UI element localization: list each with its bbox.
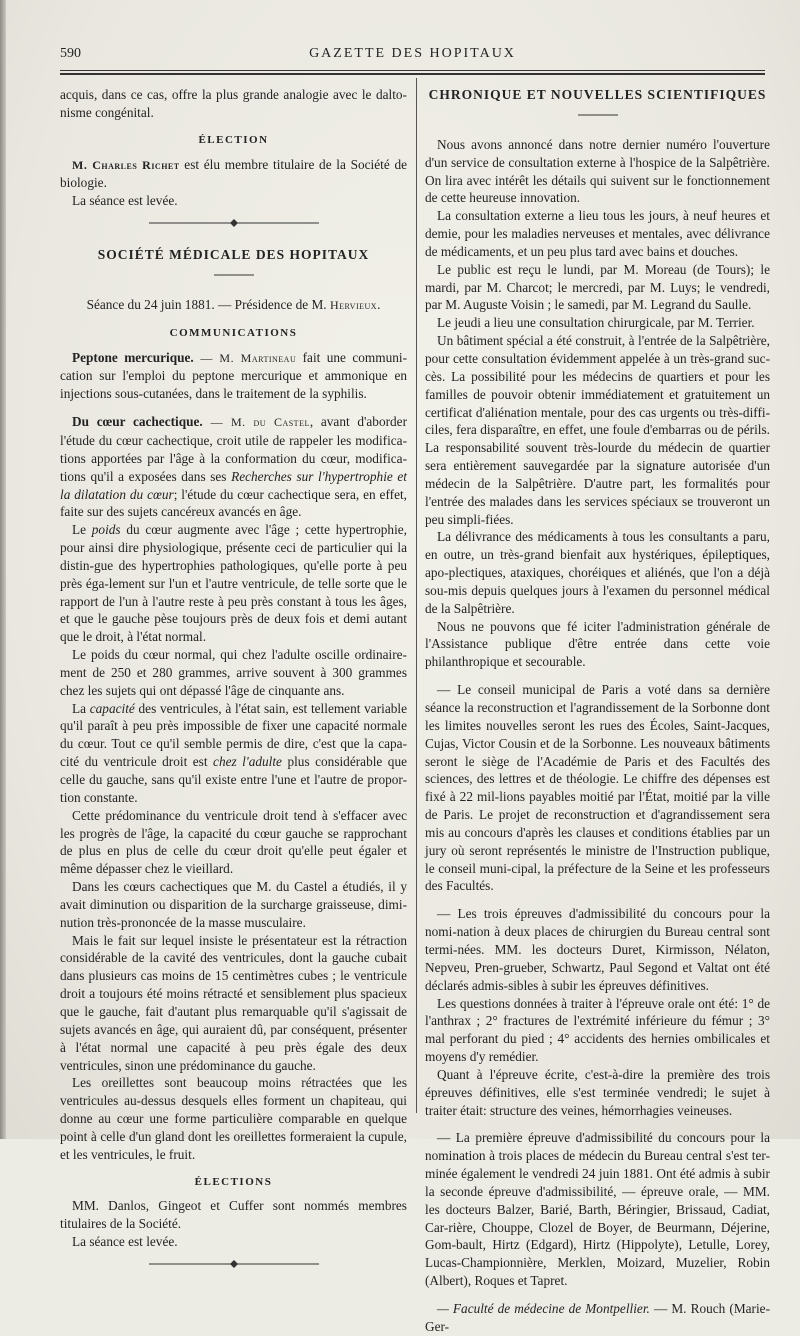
paragraph: Mais le fait sur lequel insiste le présentateur est la rétraction considérable de la cavité des ventricules, dont la gauche cubait dans plusieurs cas moins de 15 centimètres cubes ; le ventricule droit a toujours été moins rétracté et sensiblement plus spacieux que le gauche, fait d'autant plus remarquable qu'il s'agissait de sujets avancés en âge, qui auraient dû, par conséquent, présenter à l'état normal une capacité à peu près égale des deux ventricules, sinon une prédominance du gauche. bbox=[60, 932, 407, 1073]
journal-title: GAZETTE DES HOPITAUX bbox=[309, 46, 516, 61]
paragraph bbox=[60, 413, 407, 521]
paragraph bbox=[60, 349, 407, 404]
header-rule-top bbox=[60, 70, 765, 71]
right-column bbox=[425, 86, 770, 1336]
paragraph: MM. Danlos, Gingeot et Cuffer sont nommés membres titulaires de la Société. bbox=[60, 1198, 407, 1232]
paragraph: — Le conseil municipal de Paris a voté dans sa dernière séance la reconstruction et l'agrandissement de la Sorbonne dont les limites nouvelles seront les rues des Écoles, Saint-Jacques, Cujas, Victor Cousin et de la Sorbonne. Les nouveaux bâtiments seront le siège de l'Académie de Paris et des Facultés des sciences, des lettres et de théologie. Le chiffre des dépenses est fixé à 22 mil-lions payables moitié par l'État, moitié par la ville de Paris. Le projet de reconstruction et d'agrandissement sera mis au concours d'après les clauses et conditions établies par un jury où seront représentés le ministre de l'Instruction publique, le conseil muni-cipal, la préfecture de la Seine et les professeurs des Facultés. bbox=[425, 682, 770, 894]
paragraph: La consultation externe a lieu tous les jours, à neuf heures et demie, pour les maladies nerveuses et mentales, avec délivrance de médicaments, et un peu plus tard avec bains et douches. bbox=[425, 208, 770, 259]
session-line bbox=[60, 296, 407, 315]
left-column bbox=[60, 86, 407, 1277]
paragraph bbox=[60, 156, 407, 193]
author: — M. Martineau bbox=[193, 350, 297, 365]
society-heading: SOCIÉTÉ MÉDICALE DES HOPITAUX bbox=[97, 247, 370, 263]
ornament-divider bbox=[149, 1259, 319, 1269]
paragraph: Les oreillettes sont beaucoup moins rétractées que les ventricules au-dessus desquels elles forment un chapiteau, qui donne au cœur une forme particulière comparable en quelque point à celle d'un gland dont les oreillettes formeraient la cupule, et les ventricules, le fruit. bbox=[60, 1075, 407, 1162]
emphasis: poids bbox=[91, 522, 121, 538]
author: — M. du Castel bbox=[202, 415, 310, 430]
column-divider bbox=[416, 78, 417, 1113]
paragraph: La délivrance des médicaments à tous les consultants a paru, en outre, un très-grand bienfait aux hystériques, épileptiques, apo-plectiques, ataxiques, choréiques et aliénés, que l'on a déjà sou-mis depuis quelques jours à l'examen du personnel médical de la Salpêtrière. bbox=[425, 529, 770, 616]
text: . bbox=[377, 296, 381, 312]
paragraph: Nous avons annoncé dans notre dernier numéro l'ouverture d'un service de consultation externe à l'hospice de la Salpêtrière. On lira avec intérêt les détails qui suivent sur le fonctionnement de cette heureuse innovation. bbox=[425, 136, 770, 206]
paragraph: Les questions données à traiter à l'épreuve orale ont été: 1° de l'anthrax ; 2° fractures de l'extrémité inférieure du fémur ; 3° mal perforant du pied ; 4° accidents des hernies ombilicales et moyens d'y remédier. bbox=[425, 995, 770, 1065]
president-name: Hervieux bbox=[329, 297, 378, 312]
person-name: M. Charles Richet bbox=[72, 157, 180, 172]
paragraph: Nous ne pouvons que fé iciter l'administration générale de l'Assistance publique d'être entrée dans cette voie philanthropique et secourable. bbox=[425, 618, 770, 670]
paragraph bbox=[60, 700, 407, 807]
paragraph bbox=[60, 521, 407, 646]
book-title: Recherches sur l'hypertrophie et la dilatation du cœur bbox=[60, 468, 407, 502]
short-rule bbox=[214, 272, 254, 278]
page-header bbox=[60, 46, 765, 66]
article-title: Peptone mercurique. bbox=[72, 349, 194, 365]
text: plus considérable que celle du gauche, sans qu'il existe entre l'une et l'autre de propor-tion constante. bbox=[60, 754, 408, 805]
short-rule bbox=[578, 112, 618, 118]
paragraph bbox=[425, 1300, 770, 1336]
section-heading: ÉLECTIONS bbox=[194, 1175, 273, 1188]
paragraph: Le jeudi a lieu une consultation chirurgicale, par M. Terrier. bbox=[437, 315, 755, 331]
text: ; l'étude du cœur cachectique sera, en effet, faite sur des sujets cancéreux avancés en âge. bbox=[60, 486, 407, 520]
text: fait une communi-cation sur l'emploi du peptone mercurique et ammonique en injections sous-cutanées, dans le traitement de la syphilis. bbox=[60, 349, 408, 402]
paragraph: acquis, dans ce cas, offre la plus grande analogie avec le dalto-nisme congénital. bbox=[60, 87, 407, 120]
text: du cœur augmente avec l'âge ; cette hypertrophie, pour ainsi dire physiologique, présente ceci de particulier qui la distin-gue des hypertrophies pathologiques, qu'elle porte à peu près éga-lement sur l'un et l'autre ventricule, de telle sorte que le rapport de l'un à l'autre reste à peu près constant à tous les âges, et que le gauche pèse toujours près de deux fois et demi autant que le droit, à l'état normal. bbox=[60, 522, 407, 645]
page-number: 590 bbox=[60, 46, 81, 61]
binding-edge bbox=[0, 0, 6, 1139]
paragraph: — La première épreuve d'admissibilité du concours pour la nomination à trois places de médecin du Bureau central s'est ter-minée également le vendredi 24 juin 1881. Ont été admis à subir la seconde épreuve d'admissibilité, — épreuve orale, — MM. les docteurs Balzer, Barié, Barth, Béringier, Brissaud, Cadiat, Car-rière, Chouppe, Clozel de Boyer, de Beurmann, Déjerine, Gom-bault, Hirtz (Edgard), Hirtz (Hippolyte), Letulle, Lorey, Lucas-Championnière, Merklen, Moizard, Muzelier, Robin (Albert), Roques et Tapret. bbox=[425, 1130, 770, 1289]
text: des ventricules, à l'état sain, est tellement variable qu'il paraît à peu près impossible de fixer une capacité normale du cœur. Tout ce qu'il semble permis de dire, c'est que la capa-cité du ventricule droit est bbox=[60, 700, 407, 770]
text: La bbox=[72, 700, 90, 716]
paragraph: Quant à l'épreuve écrite, c'est-à-dire la première des trois épreuves définitives, elle s'est terminée vendredi; le sujet à traiter était: structure des veines, hémorrhagies veineuses. bbox=[425, 1066, 770, 1118]
paragraph: Le poids du cœur normal, qui chez l'adulte oscille ordinaire-ment de 250 et 280 grammes, arrive souvent à 300 grammes chez les sujets qui ont dépassé l'âge de cinquante ans. bbox=[60, 647, 407, 698]
chronicle-heading: CHRONIQUE ET NOUVELLES SCIENTIFIQUES bbox=[428, 87, 767, 102]
header-rule-bottom bbox=[60, 73, 765, 75]
article-title: Du cœur cachectique. bbox=[72, 414, 203, 430]
paragraph: Cette prédominance du ventricule droit tend à s'effacer avec les progrès de l'âge, la capacité du cœur gauche se rapprochant de plus en plus de celle du cœur droit qu'elle peut égaler et même dépasser chez le vieillard. bbox=[60, 807, 407, 877]
emphasis: capacité bbox=[89, 700, 135, 716]
emphasis: — Faculté de médecine de Montpellier. bbox=[437, 1301, 650, 1316]
emphasis: chez l'adulte bbox=[213, 754, 282, 770]
paragraph: La séance est levée. bbox=[72, 1234, 178, 1250]
paragraph: Le public est reçu le lundi, par M. Moreau (de Tours); le mardi, par M. Charcot; le mercredi, par M. Luys; le vendredi, par M. Auguste Voisin ; le samedi, par M. Legrand du Saulle. bbox=[425, 261, 770, 313]
paragraph: Un bâtiment spécial a été construit, à l'entrée de la Salpêtrière, pour cette consultation évidemment appelée à un très-grand suc-cès. La possibilité pour les médecins de quartiers et pour les familles de pouvoir obtenir immédiatement et gratuitement un certificat d'aliénation mentale, pour des cas urgents ou très-diffi-ciles, fera disparaître, en effet, une foule d'embarras ou de périls. La responsabilité souvent très-lourde du médecin de quartier sera entièrement sauvegardée par la signature autorisée d'un médecin de la Salpêtrière. D'autre part, les formalités pour l'entrée des malades dans les services spéciaux se trouveront un peu simpli-fiées. bbox=[425, 333, 770, 527]
ornament-divider bbox=[149, 218, 319, 228]
paragraph: Dans les cœurs cachectiques que M. du Castel a étudiés, il y avait diminution ou disparition de la surcharge graisseuse, dimi-nution très-prononcée de la masse musculaire. bbox=[60, 879, 407, 930]
section-heading: ÉLECTION bbox=[198, 133, 269, 146]
text: est élu membre titulaire de la Société de biologie. bbox=[60, 156, 407, 191]
paragraph: — Les trois épreuves d'admissibilité du concours pour la nomi-nation à deux places de chirurgien du Bureau central sont termi-nées. MM. les docteurs Duret, Kirmisson, Nélaton, Nepveu, Pren-grueber, Schwartz, Paul Segond et Valtat ont été déclarés admis-sibles à subir les épreuves définitives. bbox=[425, 906, 770, 993]
paragraph: La séance est levée. bbox=[72, 193, 178, 209]
text: Le bbox=[72, 522, 92, 538]
text: — M. Rouch (Marie-Ger- bbox=[425, 1301, 771, 1334]
text: Séance du 24 juin 1881. — Présidence de M. bbox=[86, 296, 330, 312]
section-heading: COMMUNICATIONS bbox=[169, 326, 298, 339]
text: , avant d'aborder l'étude du cœur cachectique, croit utile de rappeler les modifica-tions apportées par l'âge à la conformation du cœur, modifica-tions qu'il a exposées dans ses bbox=[60, 414, 407, 484]
